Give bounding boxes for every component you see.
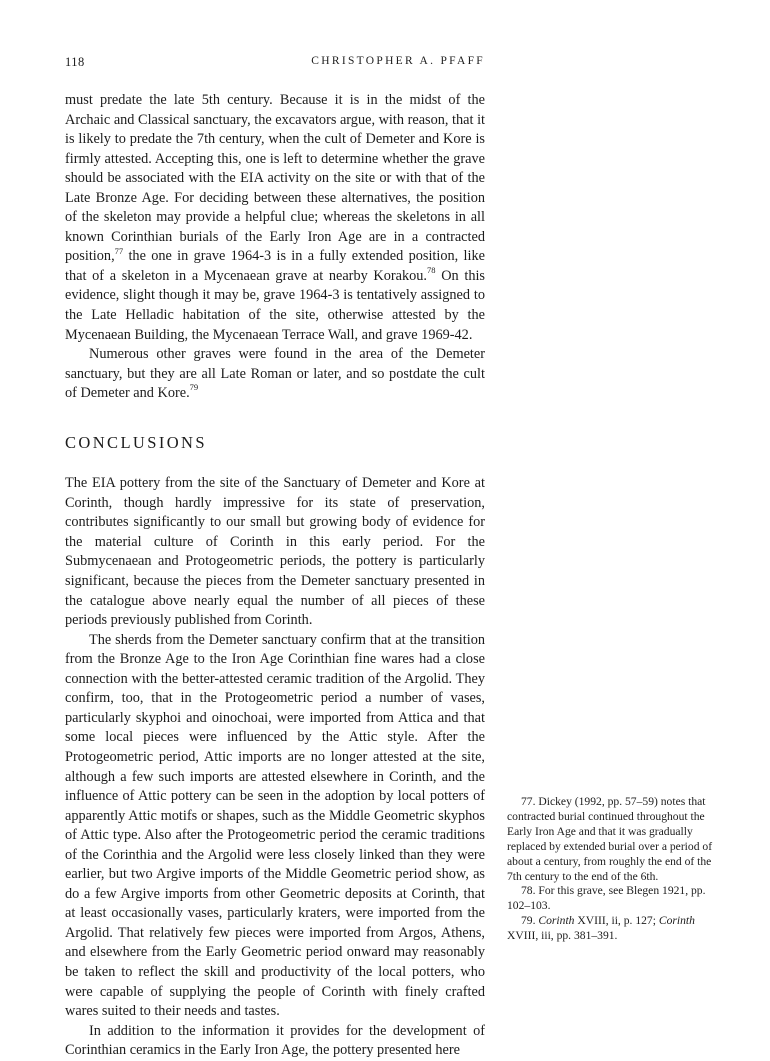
paragraph-2: Numerous other graves were found in the area of the Demeter sanctuary, but they are all Late Roman or later, and so postdate the cult of Demeter and Kore.$^{79}$: [65, 346, 485, 402]
running-head: CHRISTOPHER A. PFAFF: [311, 55, 485, 67]
footnote-77: 77. Dickey (1992, pp. 57–59) notes that contracted burial continued throughout the Early Iron Age and that it was gradually replaced by extended burial over a period of about a century, from roughly the end of the 7th century to the end of the 6th.: [507, 795, 713, 883]
footnote-ref-78[interactable]: 78: [427, 265, 436, 276]
paragraph-5: In addition to the information it provides for the development of Corinthian ceramics in the Early Iron Age, the pottery presented here: [65, 1022, 485, 1059]
footnotes-column: [507, 795, 717, 944]
footnote-ref-79[interactable]: 79: [189, 382, 199, 393]
footnote-78: 78. For this grave, see Blegen 1921, pp. 102–103.: [507, 884, 706, 913]
footnote-79: 79. Corinth XVIII, ii, p. 127; Corinth XVIII, iii, pp. 381–391.: [507, 914, 695, 943]
footnote-ref-77[interactable]: 77: [114, 245, 124, 256]
section-heading: CONCLUSIONS: [65, 432, 207, 452]
paragraph-4: The sherds from the Demeter sanctuary confirm that at the transition from the Bronze Age to the Iron Age Corinthian fine wares had a close connection with the better-attested ceramic tradition of the Argolid. They confirm, too, that in the Protogeometric period a number of vases, particularly skyphoi and oinochoai, were imported from Attica and that some local pieces were influenced by the Attic style. After the Protogeometric period, Attic imports are no longer attested at the site, although a few such imports are attested elsewhere in Corinth, and the influence of Attic pottery can be seen in the adoption by local potters of apparently Attic motifs or shapes, such as the Middle Geometric skyphos of Attic type. Also after the Protogeometric period the ceramic traditions of the Corinthia and the Argolid were less closely linked than they were earlier, but two Argive imports of the Middle Geometric period show, as do a few Argive imports from other Geometric deposits at Corinth, that at least occasionally vases, particularly kraters, were imported from the Argolid. That relatively few pieces were imported from Argos, Athens, and elsewhere from the Early Geometric period onward may reasonably be taken to reflect the skill and productivity of the local potters, who were capable of supplying the people of Corinth with finely crafted wares suited to their needs and tastes.: [65, 631, 485, 1020]
page-number: 118: [65, 55, 85, 69]
main-text-column: [65, 91, 485, 1061]
paragraph-1: must predate the late 5th century. Because it is in the midst of the Archaic and Classical sanctuary, the excavators argue, with reason, that it is likely to predate the 7th century, when the cult of Demeter and Kore is firmly attested. Accepting this, one is left to determine whether the grave should be associated with the EIA activity on the site or with that of the Late Bronze Age. For deciding between these alternatives, the position of the skeleton may provide a helpful clue; whereas the skeletons in all known Corinthian burials of the Early Iron Age are in a contracted position,$^{77}$ the one in grave 1964-3 is in a fully extended position, like that of a skeleton in a Mycenaean grave at nearby Korakou.$^{78}$ On this evidence, slight though it may be, grave 1964-3 is tentatively assigned to the Late Helladic habitation of the site, otherwise attested by the Mycenaean Building, the Mycenaean Terrace Wall, and grave 1969-42.: [65, 92, 486, 343]
paragraph-3: The EIA pottery from the site of the Sanctuary of Demeter and Kore at Corinth, though hardly impressive for its state of preservation, contributes significantly to our small but growing body of evidence for the material culture of Corinth in this early period. For the Submycenaean and Protogeometric periods, the pottery is particularly significant, because the pieces from the Demeter sanctuary presented in the catalogue above nearly equal the number of all pieces of these periods previously published from Corinth.: [65, 475, 485, 629]
